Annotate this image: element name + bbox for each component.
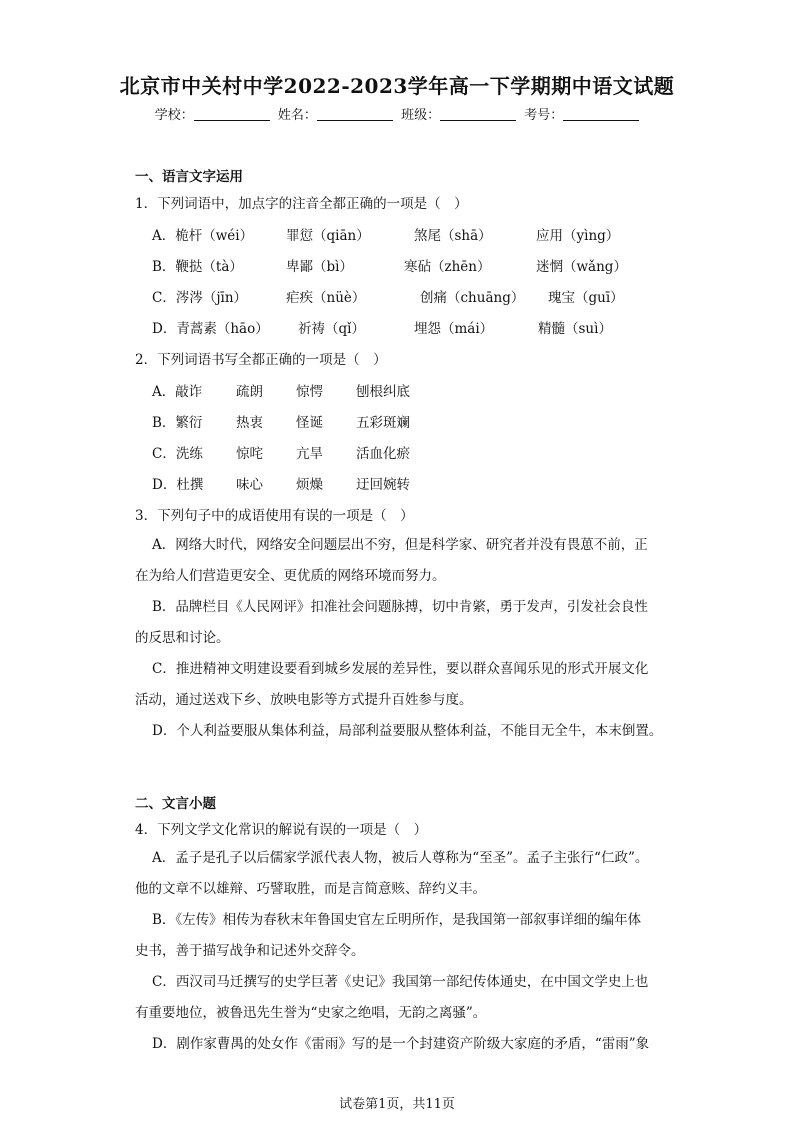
option-text: 寒砧（zhēn） [404,259,491,275]
option-text: A．敲诈 [152,384,203,400]
option-text: 烦燥 [296,477,323,493]
option-row [152,224,672,244]
option-row [152,411,672,431]
question-stem: 4．下列文学文化常识的解说有误的一项是（ ） [135,822,428,838]
info-field-class: 班级： [401,104,516,123]
option-text: 迂回婉转 [356,477,410,493]
option-text: 卑鄙（bì） [286,259,353,275]
option-text: 煞尾（shā） [414,228,492,244]
option-text: 刨根纠底 [356,384,410,400]
option-text: 疏朗 [236,384,263,400]
option-text: 惊愕 [296,384,323,400]
option-paragraph: A．孟子是孔子以后儒家学派代表人物，被后人尊称为“至圣”。孟子主张行“仁政”。 他的文章不以雄辩、巧譬取胜，而是言简意赅、辞约义丰。 B．《左传》相传为春秋末年鲁国史官左丘明所作，是我国第一部叙事详细的编年体 史书，善于描写战争和记述外交辞令。 C．西汉司马迁撰写的史学巨著《史记》我国第一部纪传体通史，在中国文学史上也 有重要地位，被鲁迅先生誉为“史家之绝唱，无韵之离骚”。 D．剧作家曹禺的处女作《雷雨》写的是一个封建资产阶级大家庭的矛盾，“雷雨”象 [135,850,650,1052]
info-field-name: 姓名： [278,104,393,123]
question-stem: 2．下列词语书写全都正确的一项是（ ） [135,352,387,368]
option-text: 精髓（suì） [538,321,612,337]
option-text: 祈祷（qǐ） [298,321,365,337]
option-text: 活血化瘀 [356,446,410,462]
option-row [152,317,672,337]
option-paragraph: A．网络大时代，网络安全问题层出不穷，但是科学家、研究者并没有畏葸不前，正 在为给人们营造更安全、更优质的网络环境而努力。 B．品牌栏目《人民网评》扣准社会问题脉搏，切中肯綮，勇于发声，引发社会良性 的反思和讨论。 C．推进精神文明建设要看到城乡发展的差异性，要以群众喜闻乐见的形式开展文化 活动，通过送戏下乡、放映电影等方式提升百姓参与度。 D．个人利益要服从集体利益，局部利益要服从整体利益，不能目无全牛，本末倒置。 [135,537,663,739]
option-text: 惊咤 [236,446,263,462]
question-stem: 1．下列词语中，加点字的注音全都正确的一项是（ ） [135,196,468,212]
option-row [152,286,672,306]
student-info-line [0,104,794,123]
blank-line [194,107,270,121]
section-title: 一、语言文字运用 [135,169,243,185]
option-text: 应用（yìng） [536,228,620,244]
option-text: 热衷 [236,415,263,431]
option-text: D．杜撰 [152,477,204,493]
option-text: 埋怨（mái） [414,321,494,337]
info-field-school: 学校： [155,104,270,123]
option-text: 瑰宝（guī） [548,290,624,306]
option-text: C．涔涔（jīn） [152,290,248,306]
option-text: 疟疾（nüè） [286,290,366,306]
page-footer: 试卷第1页，共11页 [339,1097,455,1112]
option-text: 迷惘（wǎng） [536,259,627,275]
option-row [152,442,672,462]
option-text: C．洗练 [152,446,203,462]
option-text: 五彩斑斓 [356,415,410,431]
option-text: A．桅杆（wéi） [152,228,254,244]
option-text: 味心 [236,477,263,493]
option-text: B．繁衍 [152,415,203,431]
option-text: 罪愆（qiān） [286,228,370,244]
blank-line [563,107,639,121]
option-row [152,473,672,493]
option-text: 创痛（chuāng） [420,290,525,306]
option-row [152,255,672,275]
option-row [152,380,672,400]
blank-line [440,107,516,121]
option-text: B．鞭挞（tà） [152,259,243,275]
blank-line [317,107,393,121]
page-title: 北京市中关村中学2022-2023学年高一下学期期中语文试题 [119,74,675,98]
option-text: 亢旱 [296,446,323,462]
option-text: D．青蒿素（hāo） [152,321,269,337]
info-field-exam-number: 考号： [524,104,639,123]
option-text: 怪诞 [296,415,323,431]
section-title: 二、文言小题 [135,796,216,812]
question-stem: 3．下列句子中的成语使用有误的一项是（ ） [135,508,414,524]
